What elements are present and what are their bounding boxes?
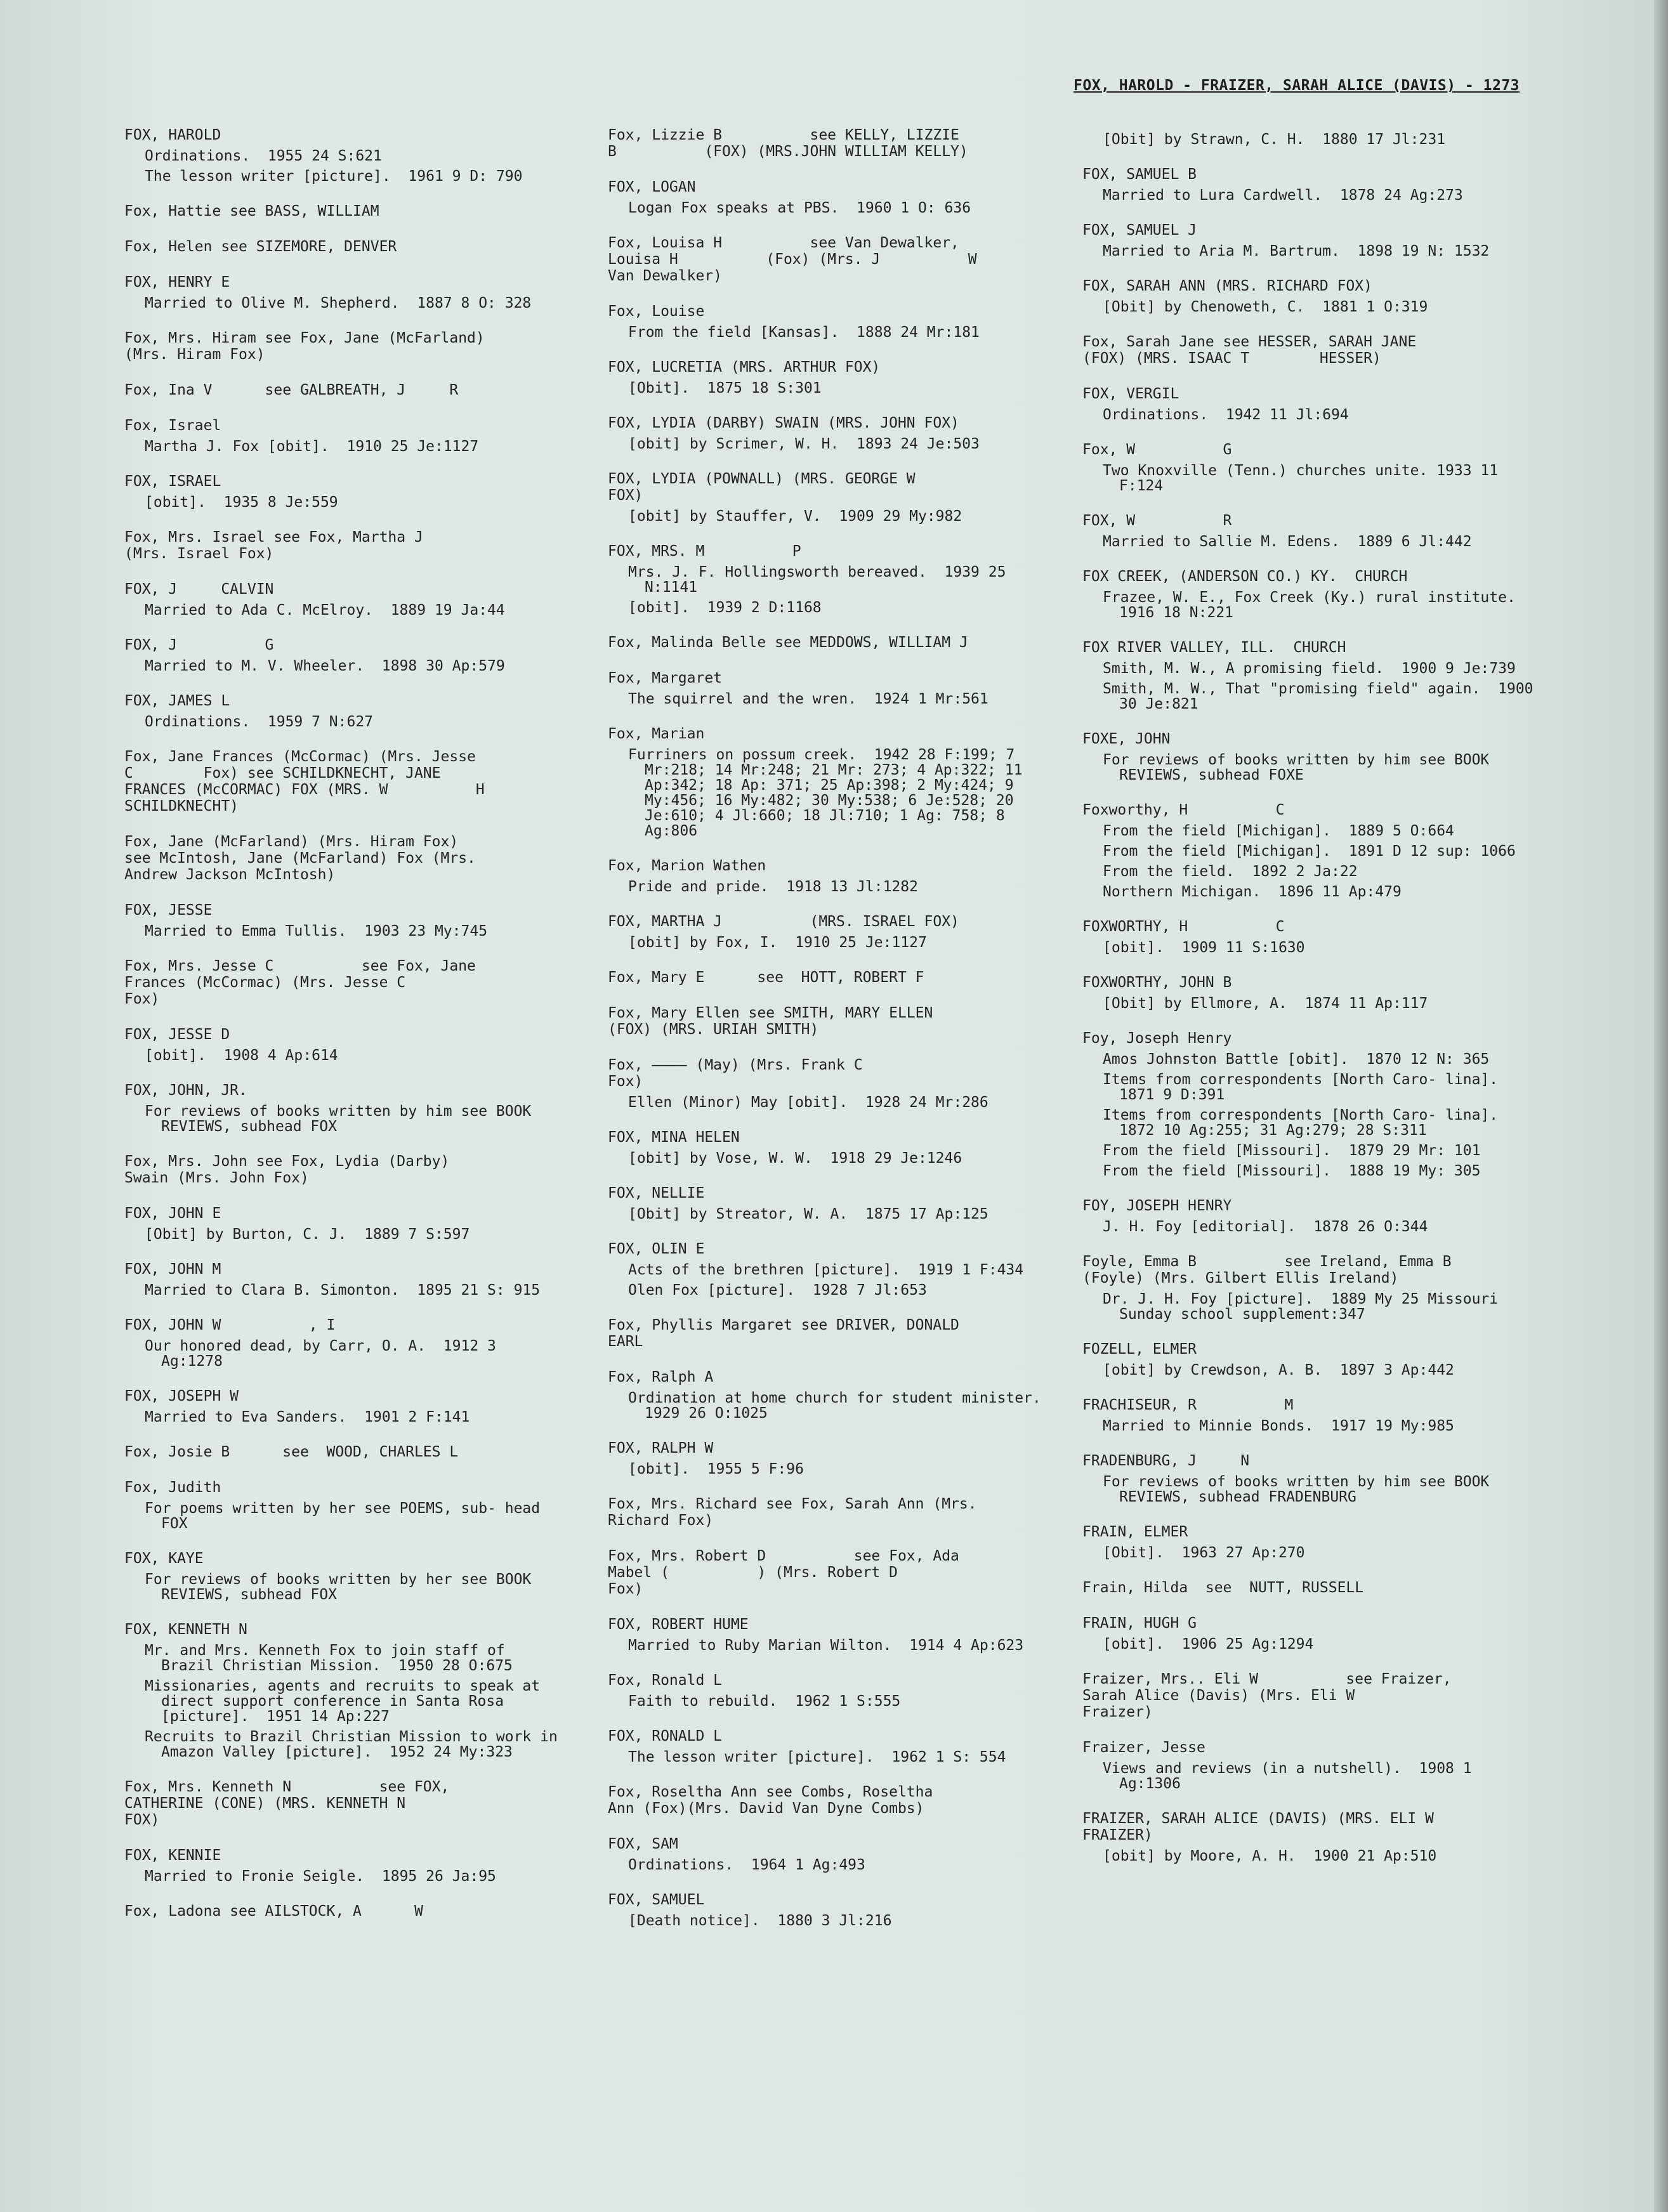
index-entry: [1082, 442, 1539, 494]
entry-citation: Married to Eva Sanders. 1901 2 F:141: [145, 1409, 470, 1425]
entry-citation: Dr. J. H. Foy [picture]. 1889 My 25 Missouri Sunday school supplement:347: [1103, 1291, 1507, 1323]
entry-citation: [Obit] by Chenoweth, C. 1881 1 O:319: [1103, 299, 1428, 315]
entry-citation: Two Knoxville (Tenn.) churches unite. 1933 11 F:124: [1103, 462, 1507, 494]
entry-heading: Fox, Roseltha Ann see Combs, Roseltha Ann (Fox)(Mrs. David Van Dyne Combs): [608, 1784, 933, 1817]
entry-citation: Logan Fox speaks at PBS. 1960 1 O: 636: [628, 200, 971, 216]
index-entry: [1082, 386, 1539, 422]
entry-heading: FOZELL, ELMER: [1082, 1341, 1197, 1358]
index-entry: [608, 1129, 1052, 1166]
entry-heading: FOX, SAM: [608, 1836, 678, 1852]
entry-citation: Furriners on possum creek. 1942 28 F:199; 7 Mr:218; 14 Mr:248; 21 Mr: 273; 4 Ap:322; 11 Ap:342; 18 Ap: 371; 25 Ap:398; 2 My:424; 9 My:456; 16 My:482; 30 My:538; 6 Je:528; 20 Je:610; 4 Jl:660; 18 Jl:710; 1 Ag: 758; 8 Ag:806: [628, 747, 1032, 839]
entry-citation: Ordinations. 1959 7 N:627: [145, 714, 374, 730]
entry-heading: FOX, SAMUEL J: [1082, 222, 1197, 239]
index-entry: [124, 1444, 562, 1460]
index-entry: [1082, 1253, 1539, 1322]
entry-heading: Fox, Ladona see AILSTOCK, A W: [124, 1903, 423, 1920]
index-entry: [608, 303, 1052, 340]
entry-citation: [Death notice]. 1880 3 Jl:216: [628, 1913, 892, 1929]
entry-heading: FOX, LOGAN: [608, 179, 696, 195]
entry-heading: Frain, Hilda see NUTT, RUSSELL: [1082, 1580, 1364, 1596]
entry-heading: FOXWORTHY, JOHN B: [1082, 974, 1232, 991]
index-entry: [124, 1550, 562, 1602]
entry-heading: Fox, Mrs. Hiram see Fox, Jane (McFarland) (Mrs. Hiram Fox): [124, 330, 485, 363]
index-entry: [608, 1005, 1052, 1038]
entry-citation: Married to M. V. Wheeler. 1898 30 Ap:579: [145, 658, 505, 674]
entry-heading: FOX, SARAH ANN (MRS. RICHARD FOX): [1082, 278, 1372, 294]
entry-heading: FOX, LYDIA (DARBY) SWAIN (MRS. JOHN FOX): [608, 415, 959, 431]
entry-heading: Fox, Ina V see GALBREATH, J R: [124, 382, 459, 398]
entry-heading: Fox, Louisa H see Van Dewalker, Louisa H (Fox) (Mrs. J W Van Dewalker): [608, 235, 977, 284]
index-entry: [124, 1153, 562, 1186]
entry-heading: Fox, Ralph A: [608, 1369, 714, 1385]
index-entry: [608, 1548, 1052, 1597]
index-entry: [1082, 639, 1542, 712]
index-entry: [1082, 1739, 1539, 1791]
entry-citation: Married to Minnie Bonds. 1917 19 My:985: [1103, 1418, 1454, 1434]
entry-heading: Fox, Sarah Jane see HESSER, SARAH JANE (FOX) (MRS. ISAAC T HESSER): [1082, 334, 1417, 367]
entry-citation: [Obit] by Ellmore, A. 1874 11 Ap:117: [1103, 995, 1428, 1012]
index-entry: [124, 1388, 562, 1425]
entry-heading: FOX, J G: [124, 637, 274, 653]
entry-citation: For reviews of books written by her see BOOK REVIEWS, subhead FOX: [145, 1571, 541, 1603]
entry-citation: [obit]. 1909 11 S:1630: [1103, 939, 1305, 956]
entry-citation: Olen Fox [picture]. 1928 7 Jl:653: [628, 1282, 927, 1299]
entry-citation: [obit] by Fox, I. 1910 25 Je:1127: [628, 934, 927, 951]
entry-heading: Fox, ———— (May) (Mrs. Frank C Fox): [608, 1057, 863, 1090]
entry-citation: The lesson writer [picture]. 1961 9 D: 790: [145, 168, 523, 185]
index-entry: [1082, 1810, 1539, 1864]
entry-heading: FOX, ISRAEL: [124, 473, 221, 490]
entry-citation: Married to Sallie M. Edens. 1889 6 Jl:442: [1103, 533, 1472, 550]
index-entry: [608, 1784, 1052, 1817]
index-entry: [608, 1672, 1052, 1709]
entry-citation: Mr. and Mrs. Kenneth Fox to join staff of Brazil Christian Mission. 1950 28 O:675: [145, 1642, 514, 1674]
entry-citation: Married to Aria M. Bartrum. 1898 19 N: 1532: [1103, 243, 1490, 259]
index-entry: [1082, 1453, 1539, 1505]
entry-citation: Married to Lura Cardwell. 1878 24 Ag:273: [1103, 187, 1463, 204]
index-entry: [124, 1779, 562, 1828]
index-entry: [608, 1317, 1052, 1350]
entry-citation: [Obit] by Burton, C. J. 1889 7 S:597: [145, 1226, 470, 1243]
index-entry: [124, 417, 562, 454]
index-entry: [124, 1205, 562, 1242]
entry-heading: Fox, Marian: [608, 726, 705, 742]
index-entry: [1082, 1030, 1539, 1179]
index-entry: [124, 693, 562, 730]
entry-heading: FOX, JOHN, JR.: [124, 1082, 247, 1099]
entry-heading: Fox, Mrs. John see Fox, Lydia (Darby) Swain (Mrs. John Fox): [124, 1153, 450, 1186]
entry-citation: J. H. Foy [editorial]. 1878 26 O:344: [1103, 1219, 1428, 1235]
index-entry: [124, 958, 562, 1007]
entry-citation: [obit] by Vose, W. W. 1918 29 Je:1246: [628, 1150, 962, 1167]
entry-heading: FRAIN, HUGH G: [1082, 1615, 1197, 1632]
entry-citation: From the field [Michigan]. 1891 D 12 sup: 1066: [1103, 843, 1516, 860]
entry-heading: Fox, Mrs. Richard see Fox, Sarah Ann (Mrs. Richard Fox): [608, 1496, 977, 1529]
entry-heading: FOX, HAROLD: [124, 127, 221, 143]
entry-heading: FOX, JESSE: [124, 902, 213, 919]
entry-heading: FOX, JESSE D: [124, 1026, 230, 1043]
index-entry: [124, 1082, 562, 1134]
index-entry: [1082, 334, 1539, 367]
entry-heading: FOX, LUCRETIA (MRS. ARTHUR FOX): [608, 359, 881, 376]
entry-citation: For reviews of books written by him see BOOK REVIEWS, subhead FOXE: [1103, 752, 1499, 783]
index-entry: [124, 274, 562, 311]
index-entry: [124, 127, 562, 184]
index-entry: [124, 239, 562, 255]
entry-citation: From the field [Kansas]. 1888 24 Mr:181: [628, 324, 980, 341]
index-entry: [124, 749, 562, 815]
entry-heading: FOX, KENNETH N: [124, 1621, 247, 1638]
entry-heading: FOX, MRS. M P: [608, 543, 801, 560]
index-entry: [124, 1317, 562, 1369]
entry-citation: Items from correspondents [North Caro- lina]. 1871 9 D:391: [1103, 1071, 1516, 1103]
entry-heading: FOX, JOHN E: [124, 1205, 221, 1222]
entry-citation: Ordinations. 1964 1 Ag:493: [628, 1857, 865, 1873]
entry-citation: Ordination at home church for student minister. 1929 26 O:1025: [628, 1390, 1059, 1422]
entry-citation: [obit]. 1939 2 D:1168: [628, 599, 822, 616]
index-entry: [1082, 222, 1539, 259]
entry-heading: FOX, RONALD L: [608, 1728, 723, 1744]
entry-citation: Married to Fronie Seigle. 1895 26 Ja:95: [145, 1868, 496, 1885]
entry-citation: [Obit]. 1875 18 S:301: [628, 380, 822, 396]
entry-heading: Fox, Margaret: [608, 670, 723, 686]
index-entry: [1082, 166, 1539, 203]
entry-citation: For reviews of books written by him see BOOK REVIEWS, subhead FRADENBURG: [1103, 1474, 1499, 1505]
entry-heading: FRACHISEUR, R M: [1082, 1397, 1294, 1413]
entry-heading: FOX, JOHN W , I: [124, 1317, 336, 1333]
index-entry: [608, 634, 1052, 651]
index-entry: [608, 543, 1052, 615]
index-entry: [1082, 974, 1539, 1011]
entry-citation: [obit] by Crewdson, A. B. 1897 3 Ap:442: [1103, 1362, 1454, 1378]
entry-citation: [obit] by Moore, A. H. 1900 21 Ap:510: [1103, 1848, 1437, 1864]
entry-citation: Married to Ada C. McElroy. 1889 19 Ja:44: [145, 602, 505, 618]
index-entry: [124, 1479, 562, 1531]
entry-heading: Foxworthy, H C: [1082, 802, 1285, 818]
index-entry: [608, 1892, 1052, 1928]
entry-heading: FOX, VERGIL: [1082, 386, 1179, 402]
index-entry: [608, 1369, 1059, 1422]
index-entry: [124, 1903, 562, 1920]
entry-citation: [obit] by Scrimer, W. H. 1893 24 Je:503: [628, 436, 980, 452]
entry-citation: Smith, M. W., That "promising field" again. 1900 30 Je:821: [1103, 681, 1542, 712]
entry-heading: FOX, MINA HELEN: [608, 1129, 740, 1146]
index-entry: [1082, 1198, 1539, 1234]
entry-citation: The squirrel and the wren. 1924 1 Mr:561: [628, 691, 988, 707]
entry-heading: Fox, Phyllis Margaret see DRIVER, DONALD EARL: [608, 1317, 959, 1350]
entry-citation: Items from correspondents [North Caro- lina]. 1872 10 Ag:255; 31 Ag:279; 28 S:311: [1103, 1107, 1516, 1139]
entry-heading: Fox, Hattie see BASS, WILLIAM: [124, 203, 379, 219]
entry-citation: Northern Michigan. 1896 11 Ap:479: [1103, 884, 1402, 900]
index-entry: [1082, 513, 1539, 549]
entry-heading: FRAIN, ELMER: [1082, 1524, 1188, 1540]
entry-heading: FOX, JOSEPH W: [124, 1388, 239, 1404]
entry-heading: FOX, MARTHA J (MRS. ISRAEL FOX): [608, 913, 959, 930]
index-entry: [1082, 1341, 1539, 1378]
entry-citation: Pride and pride. 1918 13 Jl:1282: [628, 879, 918, 895]
index-entry: [124, 637, 562, 674]
index-entry: [124, 473, 562, 510]
entry-heading: Fox, Josie B see WOOD, CHARLES L: [124, 1444, 459, 1460]
index-entry: [124, 581, 562, 618]
entry-citation: From the field [Missouri]. 1888 19 My: 305: [1103, 1163, 1481, 1179]
index-entry: [608, 235, 1052, 284]
index-entry: [608, 1616, 1052, 1653]
entry-heading: FOX, SAMUEL: [608, 1892, 705, 1908]
entry-citation: Amos Johnston Battle [obit]. 1870 12 N: 365: [1103, 1051, 1490, 1068]
entry-heading: Fox, Lizzie B see KELLY, LIZZIE B (FOX) (MRS.JOHN WILLIAM KELLY): [608, 127, 968, 160]
index-entry: [124, 330, 562, 363]
entry-citation: [obit] by Stauffer, V. 1909 29 My:982: [628, 508, 962, 525]
entry-heading: FOX CREEK, (ANDERSON CO.) KY. CHURCH: [1082, 568, 1408, 585]
entry-citation: Ordinations. 1942 11 Jl:694: [1103, 407, 1349, 423]
entry-heading: Fox, W G: [1082, 442, 1232, 458]
index-entry: [1082, 568, 1539, 620]
entry-heading: Fox, Mary E see HOTT, ROBERT F: [608, 969, 924, 986]
entry-heading: FOX, KENNIE: [124, 1847, 221, 1864]
entry-heading: FOX, JOHN M: [124, 1261, 221, 1278]
entry-heading: Fraizer, Jesse: [1082, 1739, 1205, 1756]
entry-heading: Fox, Jane Frances (McCormac) (Mrs. Jesse C Fox) see SCHILDKNECHT, JANE FRANCES (McCORMAC) FOX (MRS. W H SCHILDKNECHT): [124, 749, 485, 815]
index-entry: [1082, 731, 1539, 783]
entry-citation: Smith, M. W., A promising field. 1900 9 Je:739: [1103, 660, 1516, 677]
entry-citation: [obit]. 1908 4 Ap:614: [145, 1047, 338, 1064]
entry-citation: Ordinations. 1955 24 S:621: [145, 148, 382, 164]
index-entry: [124, 902, 562, 939]
entry-heading: Fox, Malinda Belle see MEDDOWS, WILLIAM J: [608, 634, 968, 651]
entry-citation: From the field. 1892 2 Ja:22: [1103, 863, 1358, 880]
entry-citation: Married to Olive M. Shepherd. 1887 8 O: 328: [145, 295, 532, 311]
entry-citation: Missionaries, agents and recruits to speak at direct support conference in Santa Rosa [picture]. 1951 14 Ap:227: [145, 1678, 549, 1725]
entry-citation: Married to Ruby Marian Wilton. 1914 4 Ap:623: [628, 1637, 1024, 1654]
entry-citation: Acts of the brethren [picture]. 1919 1 F:434: [628, 1262, 1024, 1278]
index-entry: [1082, 1580, 1539, 1596]
entry-heading: Fox, Judith: [124, 1479, 221, 1496]
entry-heading: FOX, SAMUEL B: [1082, 166, 1197, 183]
index-entry: [608, 415, 1052, 452]
index-entry: [608, 1241, 1052, 1298]
entry-heading: FRADENBURG, J N: [1082, 1453, 1250, 1469]
index-entry: [608, 1496, 1052, 1529]
entry-heading: Fox, Mrs. Kenneth N see FOX, CATHERINE (CONE) (MRS. KENNETH N FOX): [124, 1779, 450, 1828]
entry-citation: Married to Clara B. Simonton. 1895 21 S: 915: [145, 1282, 541, 1299]
entry-heading: FRAIZER, SARAH ALICE (DAVIS) (MRS. ELI W FRAIZER): [1082, 1810, 1434, 1843]
entry-citation: For reviews of books written by him see BOOK REVIEWS, subhead FOX: [145, 1103, 541, 1135]
entry-citation: [Obit]. 1963 27 Ap:270: [1103, 1545, 1305, 1561]
index-column-2: [608, 127, 1059, 1947]
entry-heading: FOY, JOSEPH HENRY: [1082, 1198, 1232, 1214]
index-entry: [1082, 1615, 1539, 1652]
entry-heading: FOX, OLIN E: [608, 1241, 705, 1257]
index-entry: [1082, 1524, 1539, 1561]
entry-citation: [Obit] by Streator, W. A. 1875 17 Ap:125: [628, 1206, 988, 1222]
index-entry: [124, 382, 562, 398]
index-entry: [1082, 919, 1539, 955]
entry-heading: Fox, Jane (McFarland) (Mrs. Hiram Fox) see McIntosh, Jane (McFarland) Fox (Mrs. Andrew Jackson McIntosh): [124, 834, 476, 883]
entry-citation: [Obit] by Strawn, C. H. 1880 17 Jl:231: [1103, 131, 1446, 148]
index-entry: [608, 858, 1052, 894]
entry-citation: The lesson writer [picture]. 1962 1 S: 554: [628, 1749, 1006, 1765]
index-entry: [608, 726, 1052, 839]
index-entry: [608, 359, 1052, 396]
entry-heading: Fox, Mrs. Jesse C see Fox, Jane Frances (McCormac) (Mrs. Jesse C Fox): [124, 958, 476, 1007]
index-entry: [1082, 132, 1539, 147]
index-entry: [124, 529, 562, 562]
entry-heading: Foyle, Emma B see Ireland, Emma B (Foyle) (Mrs. Gilbert Ellis Ireland): [1082, 1253, 1452, 1286]
index-entry: [1082, 278, 1539, 315]
entry-citation: From the field [Missouri]. 1879 29 Mr: 101: [1103, 1142, 1481, 1159]
index-entry: [608, 127, 1052, 160]
entry-heading: Fox, Mrs. Israel see Fox, Martha J (Mrs. Israel Fox): [124, 529, 423, 562]
entry-citation: Recruits to Brazil Christian Mission to work in Amazon Valley [picture]. 1952 24 My:323: [145, 1729, 567, 1760]
index-entry: [124, 1621, 567, 1760]
entry-citation: Martha J. Fox [obit]. 1910 25 Je:1127: [145, 438, 479, 455]
entry-heading: FOX, KAYE: [124, 1550, 204, 1567]
entry-heading: FOX, JAMES L: [124, 693, 230, 709]
index-entry: [1082, 1671, 1539, 1720]
entry-heading: FOX, ROBERT HUME: [608, 1616, 749, 1633]
entry-heading: FOX, RALPH W: [608, 1440, 714, 1456]
entry-heading: FOX, HENRY E: [124, 274, 230, 291]
index-entry: [124, 834, 562, 883]
index-entry: [124, 1847, 562, 1884]
entry-citation: For poems written by her see POEMS, sub- head FOX: [145, 1500, 549, 1532]
entry-citation: [obit]. 1955 5 F:96: [628, 1461, 804, 1477]
index-entry: [124, 1026, 562, 1063]
entry-citation: From the field [Michigan]. 1889 5 O:664: [1103, 823, 1454, 839]
index-entry: [608, 1440, 1052, 1477]
index-entry: [608, 471, 1052, 524]
index-entry: [608, 913, 1052, 950]
entry-heading: FOX, NELLIE: [608, 1185, 705, 1201]
index-column-3: [1082, 127, 1542, 1883]
entry-citation: Mrs. J. F. Hollingsworth bereaved. 1939 25 N:1141: [628, 564, 1015, 596]
entry-heading: FOXE, JOHN: [1082, 731, 1171, 747]
index-entry: [1082, 1397, 1539, 1434]
entry-heading: FOX, LYDIA (POWNALL) (MRS. GEORGE W FOX): [608, 471, 916, 504]
entry-heading: Fox, Israel: [124, 417, 221, 434]
entry-citation: Married to Emma Tullis. 1903 23 My:745: [145, 923, 488, 939]
entry-citation: [obit]. 1906 25 Ag:1294: [1103, 1636, 1314, 1652]
entry-heading: Foy, Joseph Henry: [1082, 1030, 1232, 1047]
index-entry: [124, 203, 562, 219]
entry-heading: Fox, Mary Ellen see SMITH, MARY ELLEN (FOX) (MRS. URIAH SMITH): [608, 1005, 933, 1038]
index-entry: [124, 1261, 562, 1298]
entry-citation: Frazee, W. E., Fox Creek (Ky.) rural institute. 1916 18 N:221: [1103, 589, 1533, 621]
entry-heading: Fox, Ronald L: [608, 1672, 723, 1689]
entry-citation: Ellen (Minor) May [obit]. 1928 24 Mr:286: [628, 1094, 988, 1111]
entry-citation: Our honored dead, by Carr, O. A. 1912 3 Ag:1278: [145, 1338, 505, 1370]
index-entry: [608, 969, 1052, 986]
page-header: FOX, HAROLD - FRAIZER, SARAH ALICE (DAVIS) - 1273: [1074, 77, 1520, 94]
entry-citation: Faith to rebuild. 1962 1 S:555: [628, 1693, 901, 1710]
entry-heading: Fox, Louise: [608, 303, 705, 320]
index-entry: [608, 1836, 1052, 1873]
index-entry: [608, 1728, 1052, 1765]
index-entry: [608, 1185, 1052, 1222]
index-entry: [608, 179, 1052, 216]
entry-heading: Fox, Mrs. Robert D see Fox, Ada Mabel ( ) (Mrs. Robert D Fox): [608, 1548, 959, 1597]
entry-heading: Fox, Marion Wathen: [608, 858, 766, 874]
entry-heading: Fraizer, Mrs.. Eli W see Fraizer, Sarah Alice (Davis) (Mrs. Eli W Fraizer): [1082, 1671, 1452, 1720]
index-entry: [608, 670, 1052, 707]
entry-heading: FOX, J CALVIN: [124, 581, 274, 598]
entry-heading: Fox, Helen see SIZEMORE, DENVER: [124, 239, 397, 255]
entry-heading: FOX, W R: [1082, 513, 1232, 529]
page-edge-shadow: [1654, 0, 1668, 2212]
entry-heading: FOXWORTHY, H C: [1082, 919, 1285, 935]
index-entry: [1082, 802, 1539, 900]
index-entry: [608, 1057, 1052, 1110]
entry-citation: [obit]. 1935 8 Je:559: [145, 494, 338, 511]
entry-citation: Views and reviews (in a nutshell). 1908 1 Ag:1306: [1103, 1760, 1481, 1792]
entry-heading: FOX RIVER VALLEY, ILL. CHURCH: [1082, 639, 1346, 656]
index-column-1: [124, 127, 567, 1939]
